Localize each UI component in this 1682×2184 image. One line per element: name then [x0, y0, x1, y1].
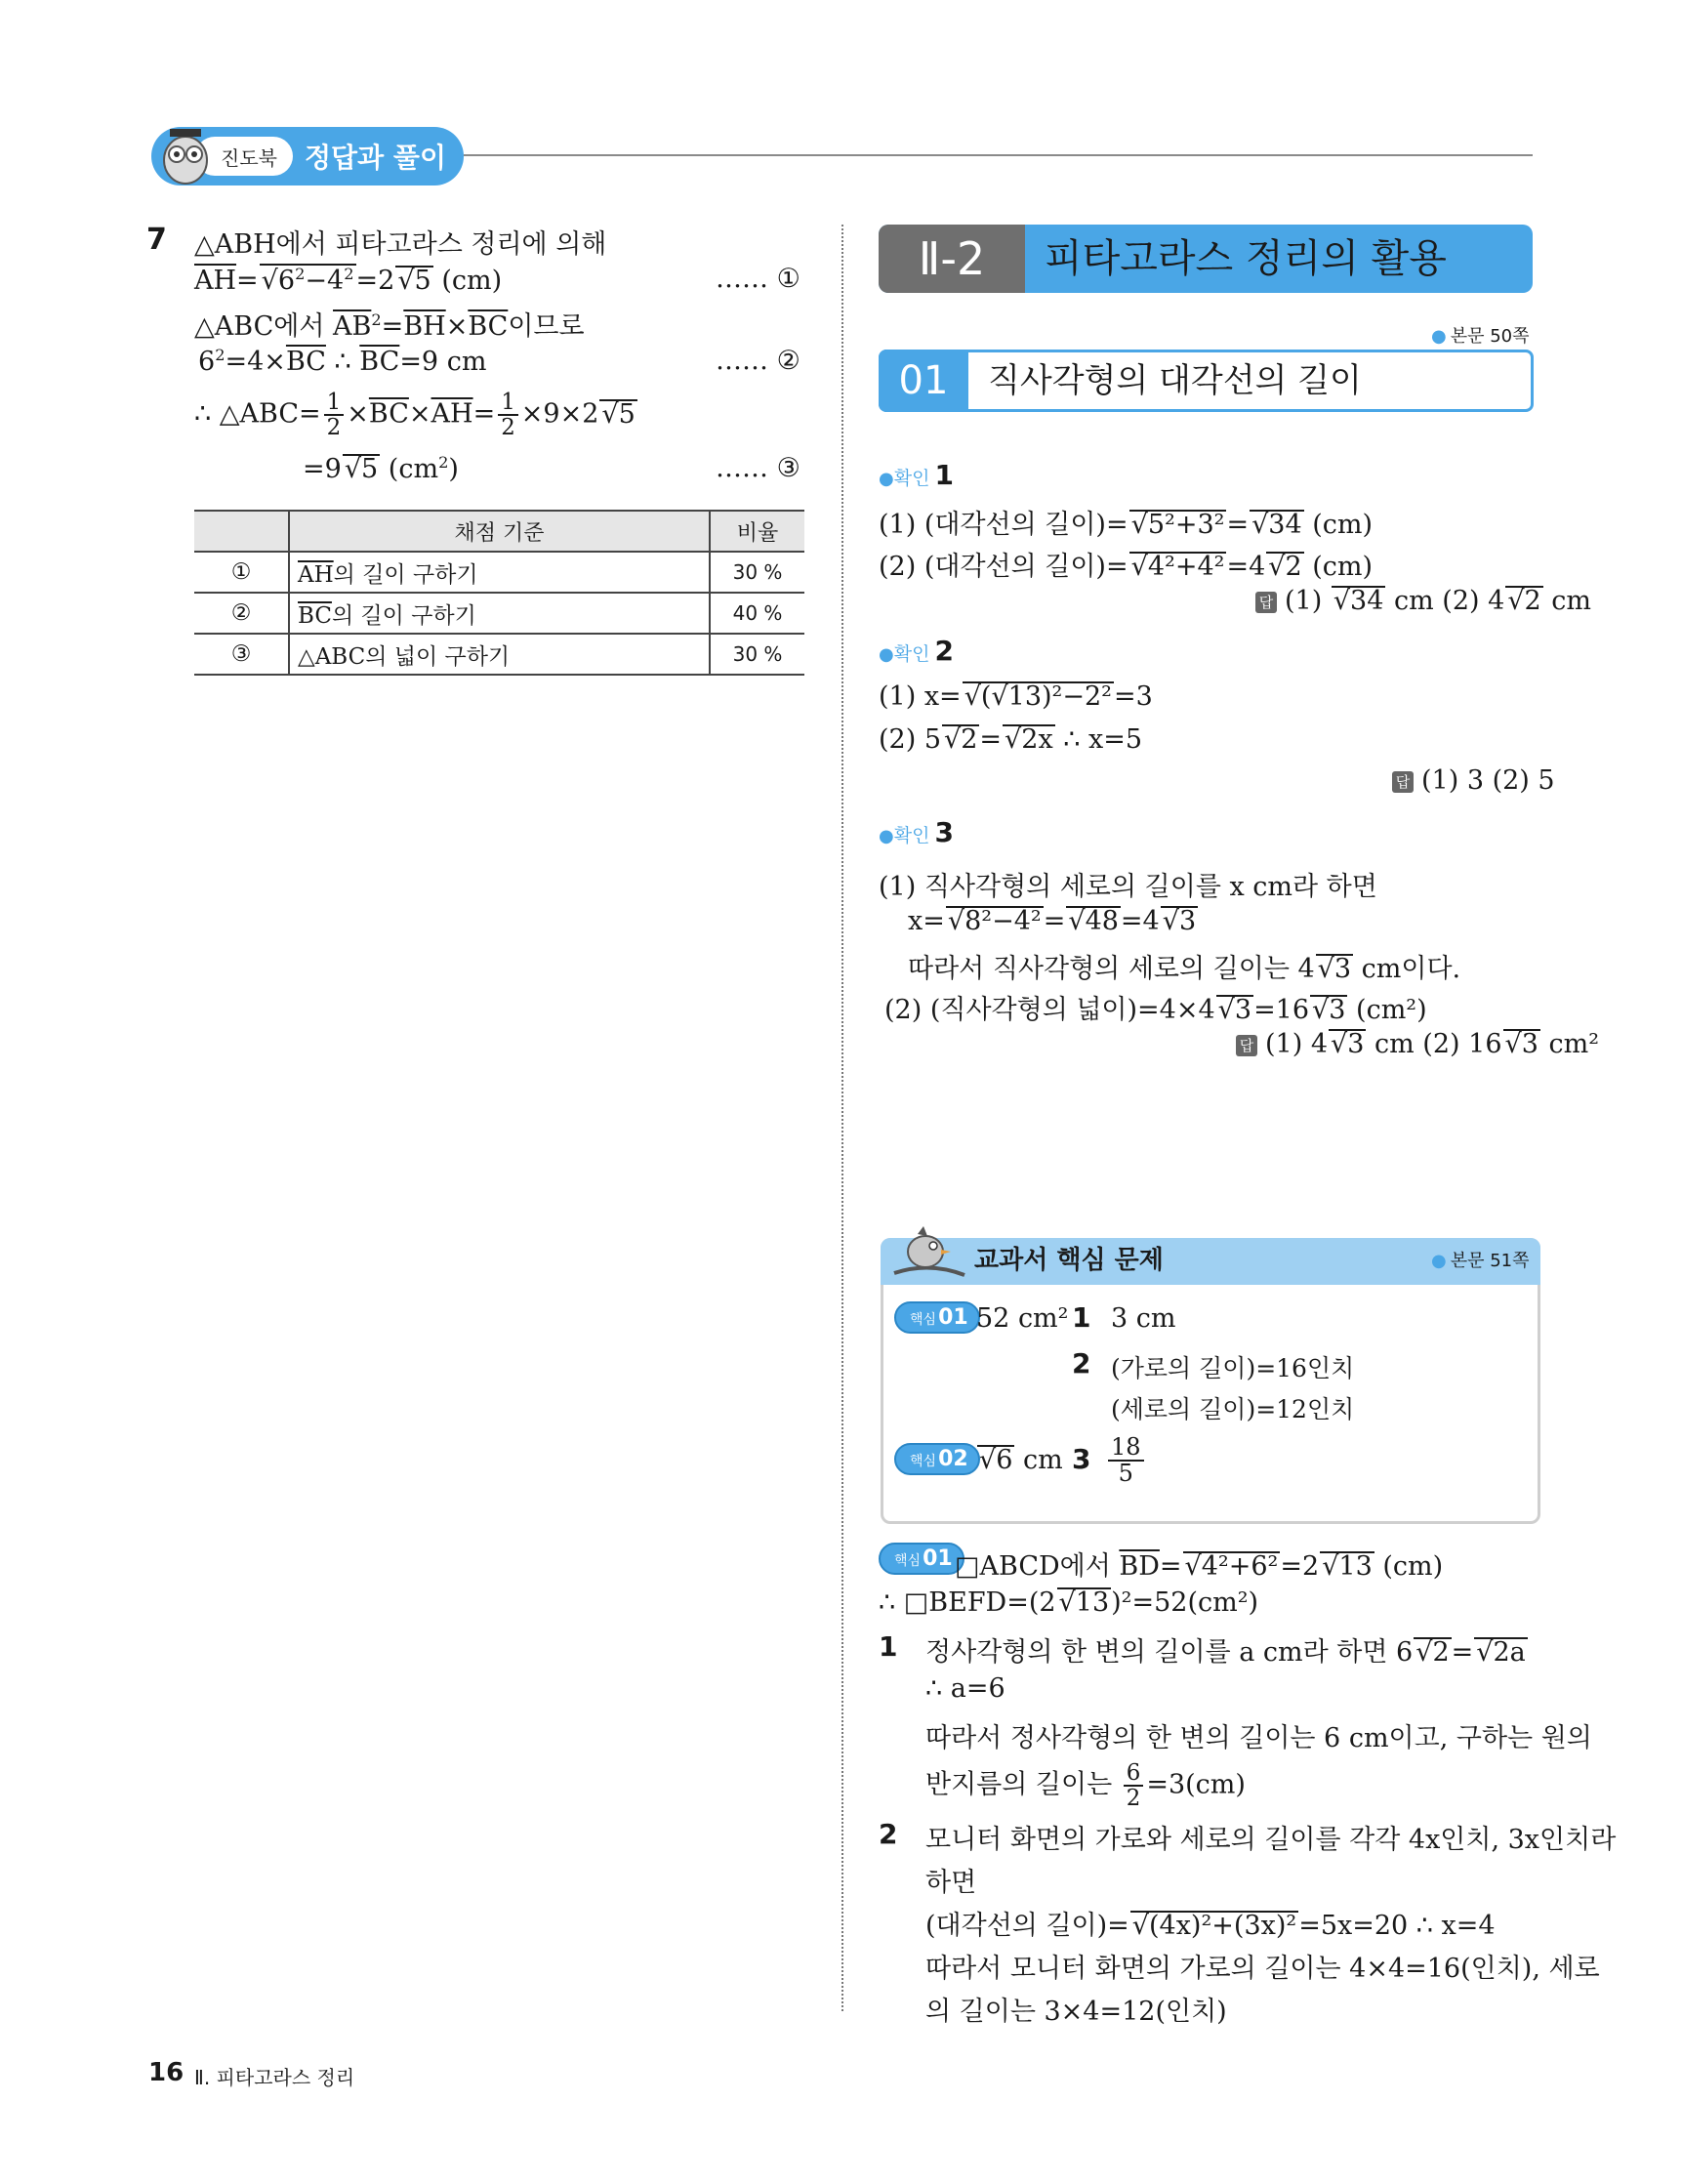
- core-problem-2-answer-b: (세로의 길이)=12인치: [1111, 1395, 1355, 1423]
- p7-line-2: $\overline{AH}=$ √ $6^2-4^2=2$ √ 5 (cm): [194, 264, 502, 296]
- core-value-01: 52 cm²: [976, 1303, 1069, 1334]
- core-problem-2-number: 2: [1072, 1347, 1091, 1380]
- c3-answer: 답 (1) 4 √ 3 cm (2) 16 √ 3 cm²: [1236, 1029, 1599, 1059]
- sol-2-line-2: 하면: [925, 1868, 977, 1898]
- p7-mark-2: …… ②: [716, 346, 800, 376]
- c3-line-3: 따라서 직사각형의 세로의 길이는 4 √ 3 cm이다.: [908, 947, 1460, 985]
- sol-2-line-4: 따라서 모니터 화면의 가로의 길이는 4×4=16(인치), 세로: [925, 1954, 1600, 1984]
- page-reference-50: ● 본문 50쪽: [1431, 322, 1530, 348]
- p7-line-4: $6^2=4\times\overline{BC}$ ∴ $\overline{BC}=9$ cm: [198, 346, 487, 377]
- section-number: Ⅱ-2: [879, 225, 1025, 293]
- header-book: 진도북: [221, 146, 277, 170]
- core-problem-1-number: 1: [1072, 1301, 1091, 1334]
- core-problem-3-answer: $\frac{18}{5}$: [1105, 1435, 1147, 1486]
- table-header-criteria: 채점 기준: [289, 511, 710, 552]
- core-badge-02: 핵심02: [894, 1443, 980, 1475]
- p7-line-3: △ABC에서 $\overline{AB}^2=\overline{BH}\times\overline{BC}$이므로: [194, 310, 585, 342]
- sol-line-2: ∴ □BEFD=(2 √ 13)²=52(cm²): [879, 1587, 1258, 1618]
- sol-1-line-4: 반지름의 길이는 $\frac{6}{2}$ =3(cm): [925, 1760, 1246, 1812]
- header-title: 정답과 풀이: [305, 142, 446, 174]
- p7-mark-3: …… ③: [716, 453, 800, 483]
- core-problems-title: 교과서 핵심 문제: [974, 1246, 1164, 1275]
- c3-line-1: (1) 직사각형의 세로의 길이를 x cm라 하면: [879, 872, 1377, 902]
- table-header-ratio: 비율: [710, 511, 804, 552]
- core-problem-2-answer-a: (가로의 길이)=16인치: [1111, 1354, 1355, 1382]
- answer-icon: 답: [1236, 1035, 1257, 1056]
- c1-line-1: (1) (대각선의 길이)= √ 5²+3²= √ 34 (cm): [879, 503, 1373, 541]
- subsection-number: 01: [879, 350, 968, 412]
- sol-badge-01: 핵심01: [879, 1543, 964, 1575]
- sol-problem-1-number: 1: [879, 1630, 898, 1663]
- table-header-blank: [194, 511, 289, 552]
- check-1-heading: ●확인 1: [879, 459, 955, 491]
- page-number: 16: [148, 2058, 185, 2087]
- answer-icon: 답: [1255, 592, 1277, 613]
- c1-line-2: (2) (대각선의 길이)= √ 4²+4²=4 √ 2 (cm): [879, 545, 1373, 583]
- table-row: ① $\overline{AH}$의 길이 구하기 30 %: [194, 552, 804, 593]
- sol-2-line-3: (대각선의 길이)= √ (4x)²+(3x)²=5x=20 ∴ x=4: [925, 1904, 1496, 1942]
- sol-1-line-2: ∴ a=6: [925, 1673, 1005, 1704]
- sol-1-line-1: 정사각형의 한 변의 길이를 a cm라 하면 6 √ 2= √ 2a: [925, 1630, 1528, 1669]
- c3-line-2: x= √ 8²−4²= √ 48=4 √ 3: [908, 906, 1198, 936]
- core-problem-3-number: 3: [1072, 1443, 1091, 1475]
- core-badge-01: 핵심01: [894, 1301, 980, 1334]
- page-reference-51: ● 본문 51쪽: [1431, 1247, 1530, 1272]
- grading-table: [194, 510, 804, 676]
- check-2-heading: ●확인 2: [879, 635, 955, 667]
- bird-icon: [890, 1222, 968, 1283]
- c2-answer: 답 (1) 3 (2) 5: [1392, 765, 1555, 796]
- subsection-title: 직사각형의 대각선의 길이: [988, 361, 1362, 400]
- column-divider: [841, 225, 843, 2011]
- sol-2-line-1: 모니터 화면의 가로와 세로의 길이를 각각 4x인치, 3x인치라: [925, 1825, 1617, 1855]
- p7-mark-1: …… ①: [716, 264, 800, 294]
- check-3-heading: ●확인 3: [879, 816, 955, 848]
- c2-line-1: (1) x= √ (√13)²−2²=3: [879, 681, 1153, 712]
- answer-icon: 답: [1392, 771, 1414, 793]
- core-value-02: √ 6 cm: [976, 1445, 1063, 1475]
- chapter-title: Ⅱ. 피타고라스 정리: [194, 2066, 355, 2089]
- p7-line-1: △ABH에서 피타고라스 정리에 의해: [194, 229, 607, 260]
- c3-line-4: (2) (직사각형의 넓이)=4×4 √ 3=16 √ 3 (cm²): [884, 988, 1427, 1026]
- section-title: 피타고라스 정리의 활용: [1045, 236, 1447, 281]
- table-row: ② $\overline{BC}$의 길이 구하기 40 %: [194, 593, 804, 634]
- owl-icon: [156, 119, 215, 187]
- core-problem-1-answer: 3 cm: [1111, 1303, 1176, 1334]
- sol-line-1: □ABCD에서 $\overline{BD}=$ √ 4²+6²=2 √ 13 (cm): [955, 1545, 1443, 1583]
- sol-problem-2-number: 2: [879, 1818, 898, 1850]
- c1-answer: 답 (1) √ 34 cm (2) 4 √ 2 cm: [1255, 586, 1591, 616]
- sol-2-line-5: 의 길이는 3×4=12(인치): [925, 1997, 1227, 2027]
- p7-line-5: ∴ △ABC= $\frac{1}{2}$ $\times\overline{BC}\times\overline{AH}=$ $\frac{1}{2}$ ×9×2 √ 5: [194, 391, 637, 439]
- table-row: ③ △ABC의 넓이 구하기 30 %: [194, 634, 804, 675]
- sol-1-line-3: 따라서 정사각형의 한 변의 길이는 6 cm이고, 구하는 원의: [925, 1723, 1592, 1753]
- p7-line-6: =9 √ 5 $(cm^2)$: [303, 453, 459, 484]
- table-header-row: [194, 511, 804, 552]
- c2-line-2: (2) 5 √ 2= √ 2x ∴ x=5: [879, 724, 1142, 755]
- problem-7-number: 7: [146, 223, 167, 257]
- header-rule: [464, 154, 1533, 156]
